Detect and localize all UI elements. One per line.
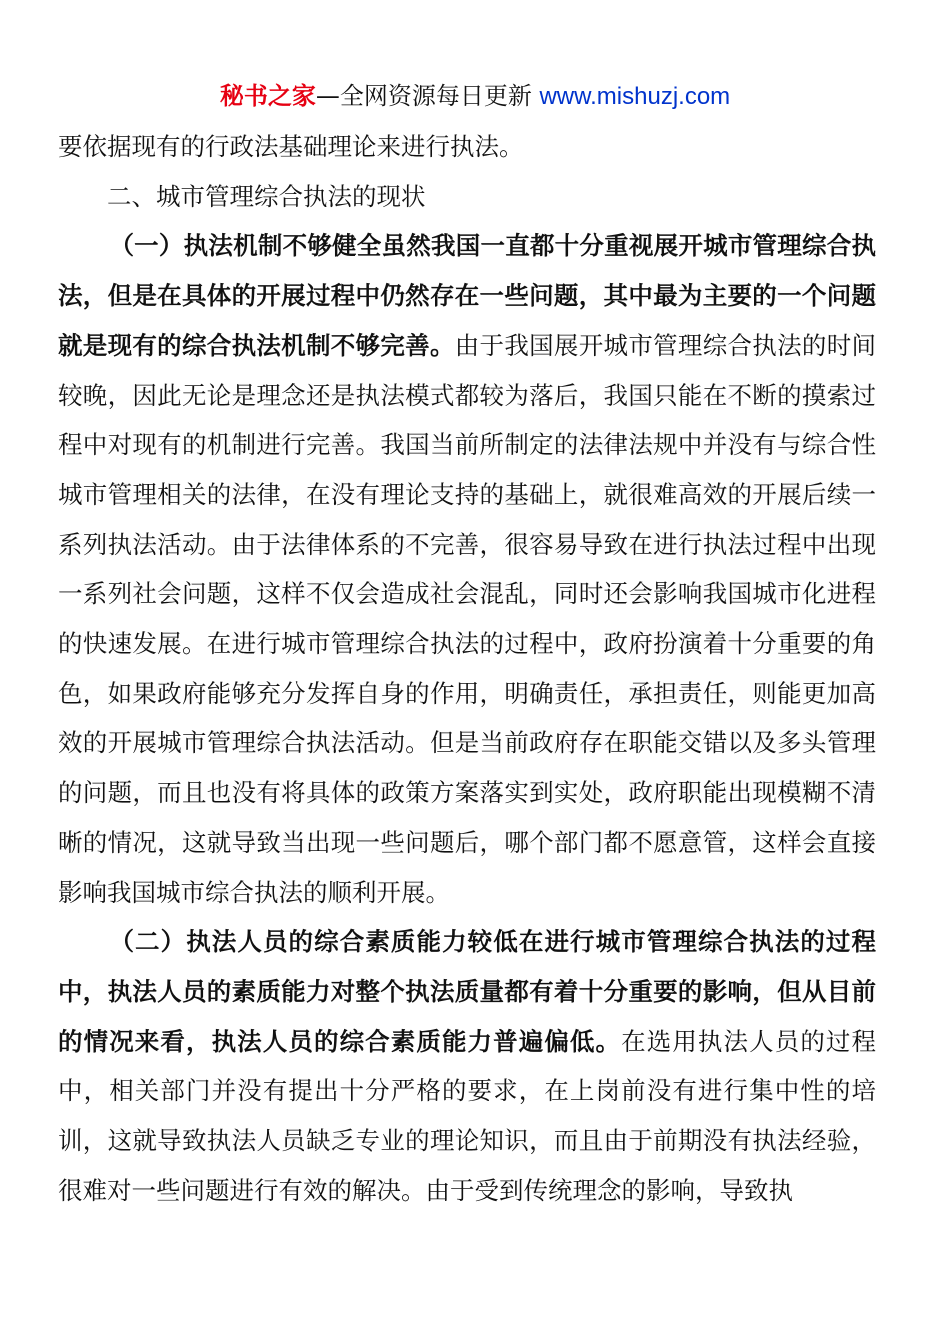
brand-name: 秘书之家 <box>219 82 316 110</box>
header-tagline: —全网资源每日更新 <box>315 82 540 110</box>
subsection-1-text: 由于我国展开城市管理综合执法的时间较晚，因此无论是理念还是执法模式都较为落后，我国只能在不断的摸索过程中对现有的机制进行完善。我国当前所制定的法律法规中并没有与综合性城市管理相关的法律，在没有理论支持的基础上，就很难高效的开展后续一系列执法活动。由于法律体系的不完善，很容易导致在进行执法过程中出现一系列社会问题，这样不仅会造成社会混乱，同时还会影响我国城市化进程的快速发展。在进行城市管理综合执法的过程中，政府扮演着十分重要的角色，如果政府能够充分发挥自身的作用，明确责任，承担责任，则能更加高效的开展城市管理综合执法活动。但是当前政府存在职能交错以及多头管理的问题，而且也没有将具体的政策方案落实到实处，政府职能出现模糊不清晰的情况，这就导致当出现一些问题后，哪个部门都不愿意管，这样会直接影响我国城市综合执法的顺利开展。 <box>58 330 876 907</box>
watermark-header <box>0 78 950 115</box>
paragraph-subsection-1 <box>58 221 876 917</box>
paragraph-text: 要依据现有的行政法基础理论来进行执法。 <box>58 132 524 161</box>
site-url-link[interactable]: www.mishuzj.com <box>539 83 731 110</box>
subsection-2-lead: （二）执法人员的综合素质能力较低在进行城市管理综合执法的过程中，执法人员的素质能力对整个执法质量都有着十分重要的影响，但从目前的情况来看，执法人员的综合素质能力普遍偏低。 <box>58 927 876 1056</box>
paragraph-continuation <box>58 122 876 172</box>
subsection-2-text: 在选用执法人员的过程中，相关部门并没有提出十分严格的要求，在上岗前没有进行集中性的培训，这就导致执法人员缺乏专业的理论知识，而且由于前期没有执法经验，很难对一些问题进行有效的解决。由于受到传统理念的影响，导致执 <box>58 1026 877 1205</box>
document-body <box>58 122 876 1215</box>
paragraph-subsection-2 <box>58 917 876 1215</box>
subsection-1-lead: （一）执法机制不够健全虽然我国一直都十分重视展开城市管理综合执法，但是在具体的开展过程中仍然存在一些问题，其中最为主要的一个问题就是现有的综合执法机制不够完善。 <box>58 231 876 360</box>
section-heading <box>58 172 876 222</box>
section-heading-text: 二、城市管理综合执法的现状 <box>107 181 426 211</box>
